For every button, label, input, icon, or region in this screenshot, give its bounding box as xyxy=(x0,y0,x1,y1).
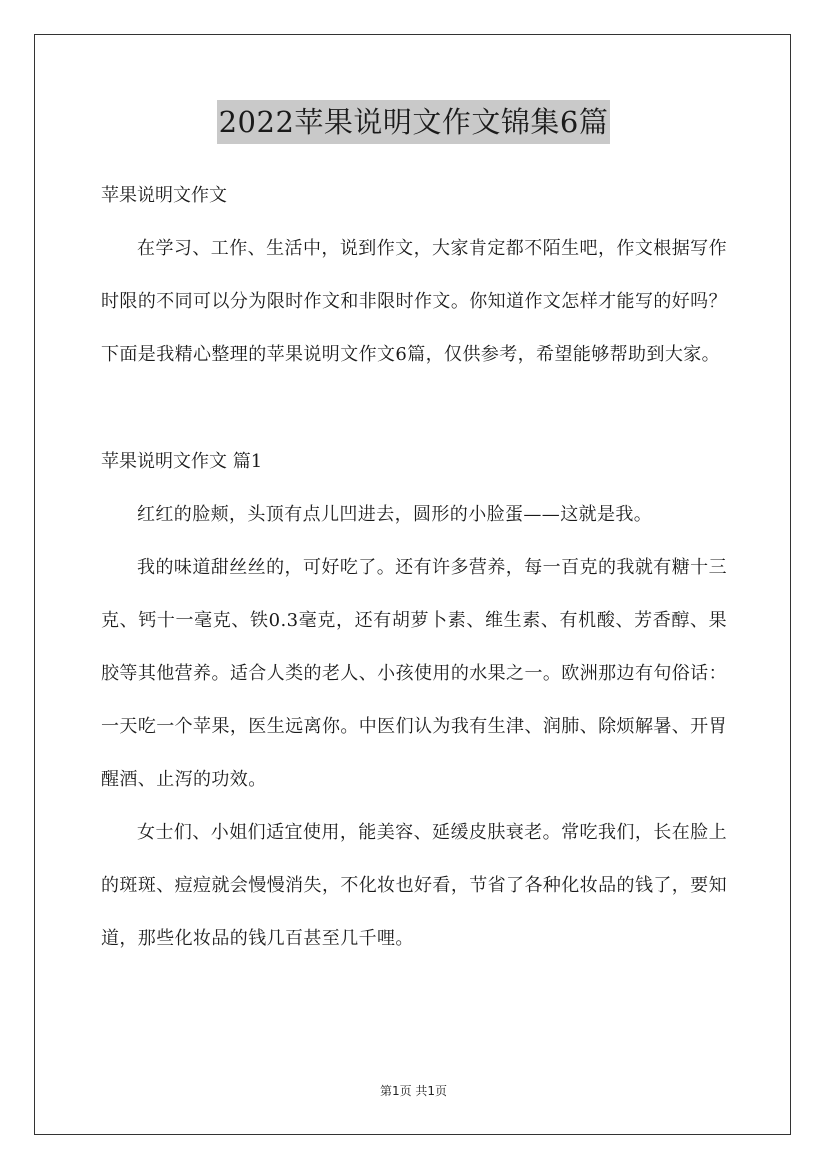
title-area xyxy=(0,100,827,144)
intro-heading: 苹果说明文作文 xyxy=(101,185,227,206)
document-body xyxy=(101,170,727,965)
page-footer: 第1页 共1页 xyxy=(379,1084,448,1098)
section1-paragraph-3: 女士们、小姐们适宜使用，能美容、延缓皮肤衰老。常吃我们，长在脸上的斑斑、痘痘就会慢慢消失，不化妆也好看，节省了各种化妆品的钱了，要知道，那些化妆品的钱几百甚至几千哩。 xyxy=(101,822,727,949)
section1-paragraph-1: 红红的脸颊，头顶有点儿凹进去，圆形的小脸蛋——这就是我。 xyxy=(137,504,653,525)
section-gap xyxy=(101,381,727,436)
intro-paragraph: 在学习、工作、生活中，说到作文，大家肯定都不陌生吧，作文根据写作时限的不同可以分为限时作文和非限时作文。你知道作文怎样才能写的好吗？下面是我精心整理的苹果说明文作文6篇，仅供参考，希望能够帮助到大家。 xyxy=(101,238,727,365)
section1-paragraph-2: 我的味道甜丝丝的，可好吃了。还有许多营养，每一百克的我就有糖十三克、钙十一毫克、铁0.3毫克，还有胡萝卜素、维生素、有机酸、芳香醇、果胶等其他营养。适合人类的老人、小孩使用的水果之一。欧洲那边有句俗话：一天吃一个苹果，医生远离你。中医们认为我有生津、润肺、除烦解暑、开胃醒酒、止泻的功效。 xyxy=(101,557,727,790)
document-title: 2022苹果说明文作文锦集6篇 xyxy=(217,100,611,144)
section1-heading: 苹果说明文作文 篇1 xyxy=(101,451,263,472)
